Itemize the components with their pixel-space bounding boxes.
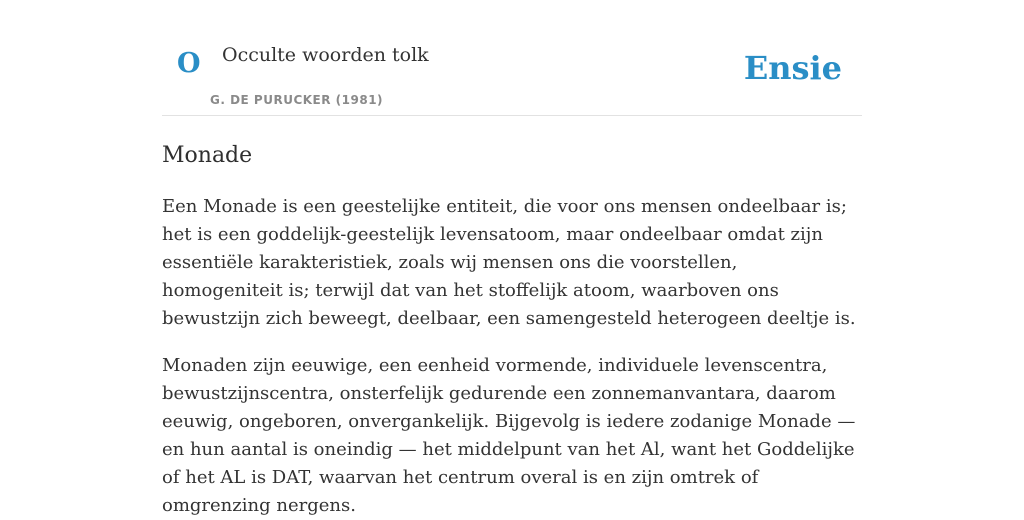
index-letter-link[interactable]: O (177, 48, 201, 79)
ensie-logo-link[interactable]: Ensie (743, 49, 842, 87)
book-title-link[interactable]: Occulte woorden tolk (222, 44, 429, 66)
page (162, 0, 862, 520)
book-author: G. DE PURUCKER (1981) (210, 93, 384, 107)
definition-paragraph-1: Een Monade is een geestelijke entiteit, die voor ons mensen ondeelbaar is; het is een goddelijk-geestelijk levensatoom, maar ondeelbaar omdat zijn essentiële karakteristiek, zoals wij mensen ons die voorstellen, homogeniteit is; terwijl dat van het stoffelijk atoom, waarboven ons bewustzijn zich beweegt, deelbaar, een samengesteld heterogeen deeltje is. (162, 196, 856, 330)
book-header (162, 0, 862, 116)
term-heading: Monade (162, 143, 253, 168)
definition-paragraph-2: Monaden zijn eeuwige, een eenheid vormende, individuele levenscentra, bewustzijnscentra, onsterfelijk gedurende een zonnemanvantara, daarom eeuwig, ongeboren, onvergankelijk. Bijgevolg is iedere zodanige Monade — en hun aantal is oneindig — het middelpunt van het Al, want het Goddelijke of het AL is DAT, waarvan het centrum overal is en zijn omtrek of omgrenzing nergens. (162, 355, 856, 517)
